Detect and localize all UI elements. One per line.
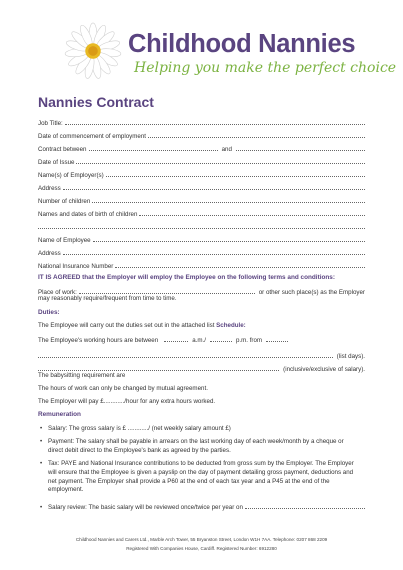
logo-header	[58, 18, 397, 84]
tax-clause: • Tax: PAYE and National Insurance contributions to be deducted from gross sum by the Employer. The Employer will ensure that the Employee is given a payslip on the day of payment detailing gross payment, deductions and net payment. The Employer shall provide a P60 at the end of each tax year and a P45 at the end of the employment.	[40, 460, 363, 495]
date-of-issue-field[interactable]: Date of Issue	[38, 158, 365, 167]
footer-address: Childhood Nannies and Carers Ltd., Marble Arch Tower, 55 Bryanston Street, London W1H 7AA. Telephone: 0207 868 2209	[75, 537, 328, 542]
employee-name-field[interactable]: Name of Employee	[38, 236, 365, 245]
employer-names-field[interactable]: Name(s) of Employer(s)	[38, 171, 365, 180]
document-title: Nannies Contract	[38, 94, 154, 110]
contract-between-field[interactable]: Contract between and	[38, 145, 365, 154]
place-of-work-field[interactable]: Place of work: or other such place(s) as the Employer	[38, 289, 365, 296]
babysitting-requirement: The babysitting requirement are	[38, 372, 126, 379]
footer-registration: Registered With Companies House, Cardiff. Registered Number: 6912280	[126, 546, 277, 551]
duties-heading: Duties:	[38, 309, 60, 316]
employer-address-field[interactable]: Address	[38, 184, 365, 193]
job-title-field[interactable]: Job Title:	[38, 119, 365, 128]
brand-tagline: Helping you make the perfect choice	[134, 60, 397, 76]
salary-clause: • Salary: The gross salary is £ ............/ (net weekly salary amount £)	[40, 425, 367, 434]
number-of-children-field[interactable]: Number of children	[38, 197, 365, 206]
place-of-work-continued: may reasonably require/frequent from time to time.	[38, 295, 177, 302]
duties-text: The Employee will carry out the duties set out in the attached list Schedule:	[38, 322, 246, 329]
employee-address-field[interactable]: Address	[38, 249, 365, 258]
payment-clause: • Payment: The salary shall be payable in arrears on the last working day of each week/month by a cheque or direct debit direct to the Employee's bank as agreed by the parties.	[40, 438, 359, 456]
salary-review-field[interactable]: • Salary review: The basic salary will be reviewed once/twice per year on	[40, 503, 365, 512]
working-days-field[interactable]: (list days).	[38, 352, 365, 361]
salary-inclusion-field[interactable]: (inclusive/exclusive of salary).	[38, 365, 365, 374]
brand-title: Childhood Nannies	[128, 30, 356, 58]
daisy-logo-icon	[64, 22, 122, 80]
extra-hours-clause: The Employer will pay £............/hour for any extra hours worked.	[38, 398, 216, 405]
children-names-field[interactable]: Names and dates of birth of children	[38, 210, 365, 219]
ni-number-field[interactable]: National Insurance Number	[38, 262, 365, 271]
remuneration-heading: Remuneration	[38, 411, 81, 418]
children-names-extra-line[interactable]	[38, 223, 365, 230]
schedule-label: Schedule:	[216, 322, 246, 329]
working-hours-field[interactable]: The Employee's working hours are between a.m./ p.m. from	[38, 336, 288, 345]
hours-change-clause: The hours of work can only be changed by mutual agreement.	[38, 385, 208, 392]
commencement-date-field[interactable]: Date of commencement of employment	[38, 132, 365, 141]
agreement-heading: IT IS AGREED that the Employer will employ the Employee on the following terms and conditions:	[38, 274, 335, 281]
